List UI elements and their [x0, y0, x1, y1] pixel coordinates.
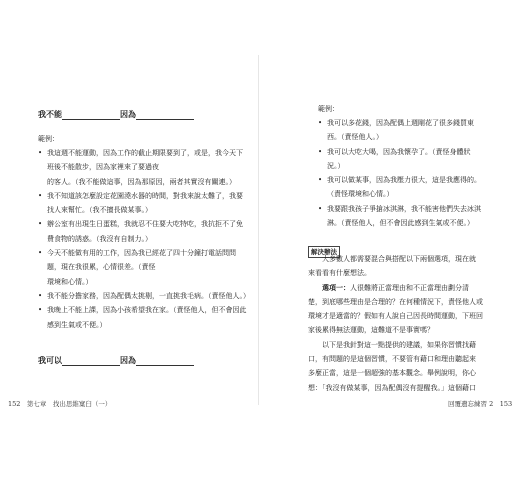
list-item [318, 116, 513, 145]
fill-blank [136, 109, 194, 120]
item-line: 我這週不能運動，因為工作的截止期限要到了，或是，我今天下班後不能散步，因為家裡來了要過夜 [47, 149, 243, 172]
worksheet-heading-cannot [38, 109, 194, 120]
option-label: 選項一： [322, 282, 350, 292]
item-line: 我可以多花錢，因為配偶上週剛花了很多錢買東 [327, 119, 474, 127]
fill-blank [62, 355, 120, 366]
example-label: 範例： [318, 105, 339, 113]
paragraph-line: 環境才是適當的？假如有人說自己因長時間運動，下班回 [308, 312, 483, 321]
item-line: 我要跟我孩子爭搶冰淇淋，我不能害他們失去冰淇 [327, 204, 481, 213]
list-item [318, 173, 513, 202]
bullet-icon: • [38, 191, 43, 200]
heading-middle: 因為 [120, 355, 136, 365]
right-page [263, 0, 520, 500]
bullet-icon: • [318, 204, 323, 213]
example-label: 範例： [38, 135, 59, 143]
list-item [38, 189, 248, 218]
bullet-icon: • [38, 220, 43, 229]
item-line: 環境和心情。） [47, 277, 93, 286]
bullet-icon: • [38, 149, 43, 157]
bullet-icon: • [318, 176, 323, 185]
bullet-icon: • [38, 249, 43, 258]
bullet-icon: • [38, 291, 43, 300]
heading-prefix: 我可以 [38, 355, 62, 365]
list-item [38, 246, 248, 289]
page-gutter [258, 55, 259, 405]
paragraph-line: 大多數人都需要混合與搭配以下兩個選項，現在就 [322, 255, 476, 263]
option-text: 人很難將正當理由和不正當理由劃分清 [350, 283, 469, 292]
item-line: 今天不能做有用的工作，因為我已經花了四十分鐘打電話問問題，現在我很累，心情很差。（責怪 [47, 249, 236, 272]
paragraph-line: 楚，到底哪些理由是合理的？在何種情況下，責怪他人或 [308, 297, 483, 306]
list-item [38, 146, 248, 189]
fill-blank [62, 109, 120, 120]
bullet-icon: • [38, 306, 43, 315]
example-list [318, 116, 513, 230]
body-text [308, 252, 513, 395]
section-tag: 解決辦法 [308, 246, 340, 258]
left-page [0, 0, 255, 500]
bullet-icon: • [318, 147, 323, 156]
example-list [38, 146, 248, 332]
item-line: 我不知道該怎麼設定花園澆水器的時間，對我來說太難了，我要找人來幫忙。（我不擅長做某事。） [47, 191, 243, 215]
option-line [308, 281, 513, 295]
item-line: 的客人。（我不能做這事，因為那原因，兩者其實沒有關連。） [47, 177, 236, 186]
paragraph-line: 家後累得無法運動，這難道不是事實嗎？ [308, 326, 434, 335]
list-item [318, 145, 513, 174]
page-footer-right: 回覆遺忘練習 2 153 [448, 400, 513, 408]
item-line: （責怪環境和心情。） [327, 190, 394, 199]
heading-middle: 因為 [120, 109, 136, 119]
list-item [38, 217, 248, 246]
paragraph-line: 想：「我沒有做某事，因為配偶沒有提醒我。」這個藉口 [308, 383, 476, 392]
heading-prefix: 我不能 [38, 109, 62, 119]
item-line: 我可以大吃大喝，因為我懷孕了。（責怪身體狀 [327, 147, 471, 156]
list-item [318, 202, 513, 231]
page-footer-left: 152 第七章 找出思維窠臼（一） [8, 400, 112, 408]
item-line: 我晚上不能上課，因為小孩希望我在家。（責怪他人，但不會因此感到生氣或不便。） [47, 306, 247, 329]
item-line: 況。） [327, 161, 345, 170]
paragraph-line: 口，有問題的是這個習慣，不要管有藉口和理由聽起來 [308, 355, 476, 364]
item-line: 我可以做某事，因為我壓力很大，這是我應得的。 [327, 176, 481, 185]
list-item [38, 289, 248, 303]
paragraph-line: 來看看有什麼想法。 [308, 269, 371, 278]
paragraph-line: 以下是我針對這一點提供的建議，如果你習慣找藉 [322, 340, 476, 349]
paragraph-line: 多麼正當，這是一個超強的基本觀念。舉例說明，你心 [308, 369, 476, 378]
worksheet-heading-can [38, 355, 194, 366]
item-line: 西。（責怪他人。） [327, 133, 383, 142]
bullet-icon: • [318, 119, 323, 127]
item-line: 淋。（責怪他人，但不會因此感到生氣或不便。） [327, 219, 474, 228]
list-item [38, 303, 248, 332]
fill-blank [136, 355, 194, 366]
item-line: 辦公室有出現生日蛋糕，我就忍不住要大吃特吃，我抗拒不了免費食物的誘惑。（我沒有自制力。） [47, 220, 243, 243]
item-line: 我不能分擔家務，因為配偶太挑剔，一直挑我毛病。（責怪他人。） [47, 291, 250, 300]
